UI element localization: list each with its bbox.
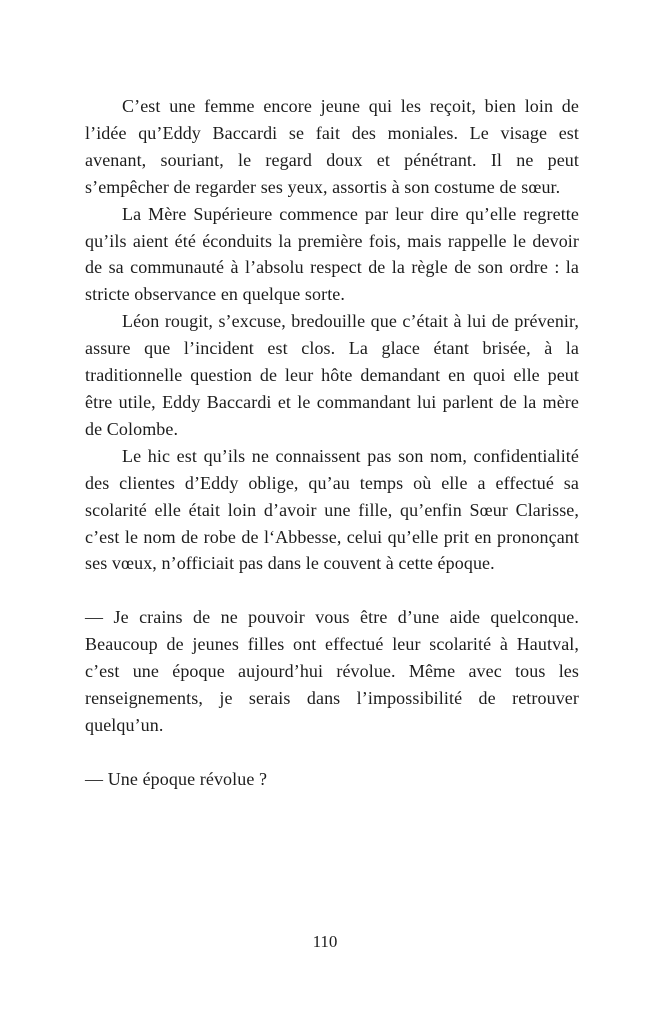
- page-number: 110: [312, 932, 338, 951]
- dialogue-paragraph: — Je crains de ne pouvoir vous être d’une aide quelconque. Beaucoup de jeunes filles ont effectué leur scolarité à Hautval, c’est une époque aujourd’hui révolue. Même avec tous les renseignements, je serais dans l’impossibilité de retrouver quelqu’un.: [85, 607, 579, 735]
- body-text: [85, 93, 579, 793]
- paragraph: Léon rougit, s’excuse, bredouille que c’était à lui de prévenir, assure que l’incident est clos. La glace étant brisée, à la traditionnelle question de leur hôte demandant en quoi elle peut être utile, Eddy Baccardi et le commandant lui parlent de la mère de Colombe.: [85, 311, 579, 439]
- paragraph: C’est une femme encore jeune qui les reçoit, bien loin de l’idée qu’Eddy Baccardi se fait des moniales. Le visage est avenant, souriant, le regard doux et pénétrant. Il ne peut s’empêcher de regarder ses yeux, assortis à son costume de sœur.: [85, 96, 579, 197]
- paragraph: Le hic est qu’ils ne connaissent pas son nom, confidentialité des clientes d’Eddy oblige, qu’au temps où elle a effectué sa scolarité elle était loin d’avoir une fille, qu’enfin Sœur Clarisse, c’est le nom de robe de l‘Abbesse, celui qu’elle prit en prononçant ses vœux, n’officiait pas dans le couvent à cette époque.: [85, 445, 579, 574]
- paragraph: La Mère Supérieure commence par leur dire qu’elle regrette qu’ils aient été éconduits la première fois, mais rappelle le devoir de sa communauté à l’absolu respect de la règle de son ordre : la stricte observance en quelque sorte.: [85, 203, 579, 305]
- dialogue-paragraph: — Une époque révolue ?: [85, 768, 268, 789]
